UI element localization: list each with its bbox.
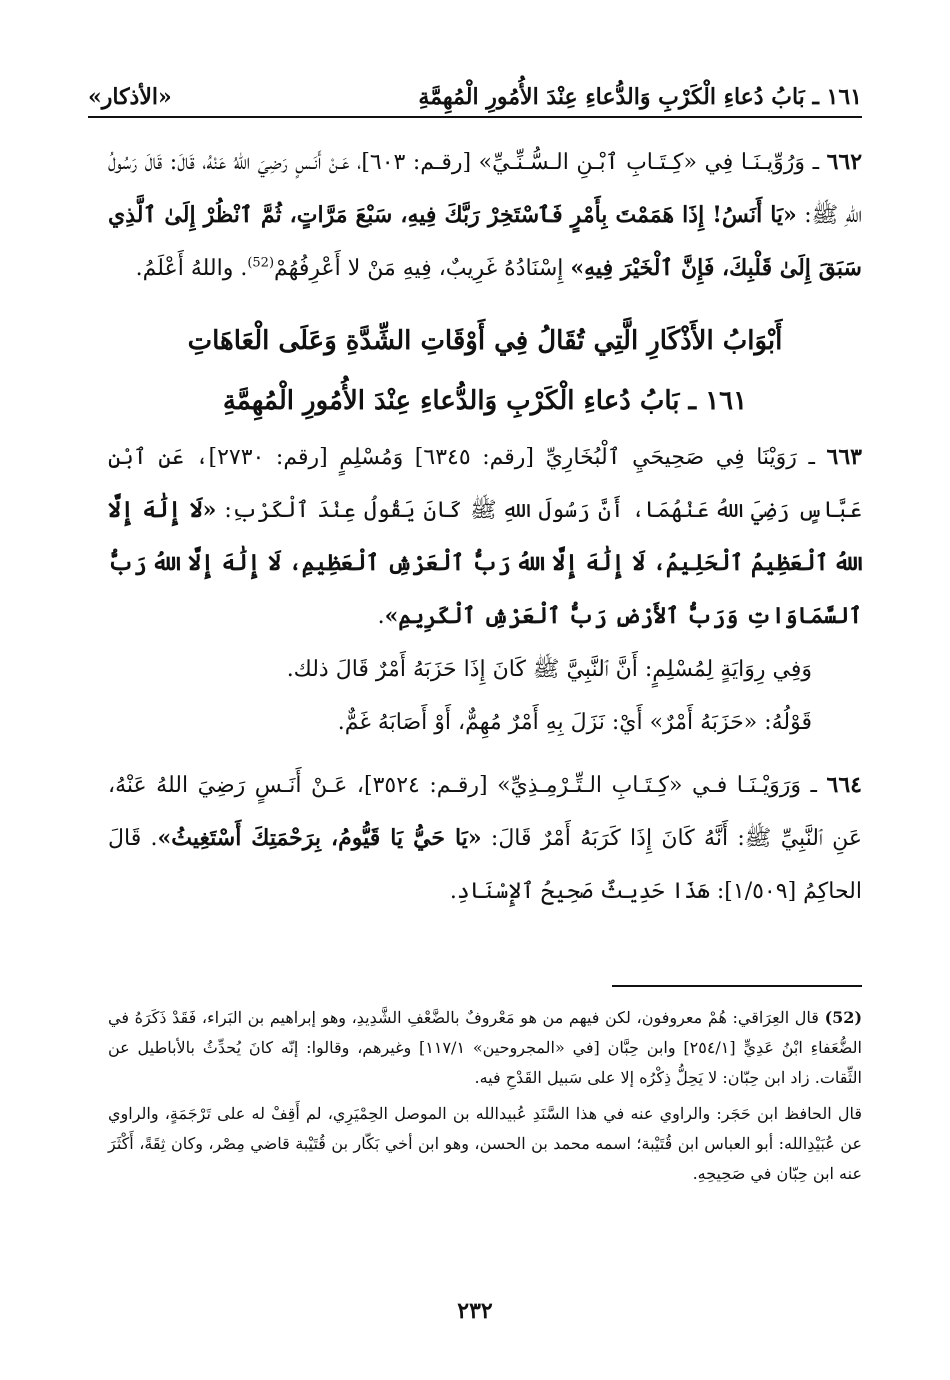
hadith-663 (108, 431, 862, 643)
hadith-number: ٦٦٤ (826, 772, 862, 798)
hadith-quote: «لَا إِلَٰهَ إِلَّا اللهُ ٱلْعَظِيمُ ٱلْحَلِيمُ، لَا إِلَٰهَ إِلَّا اللهُ رَبُّ ٱلْعَرْشِ ٱلْعَظِيمِ، لَا إِلَٰهَ إِلَّا اللهُ رَبُّ ٱلسَّمَاوَاتِ وَرَبُّ ٱلأَرْضِ رَبُّ ٱلْعَرْشِ ٱلْكَرِيمِ» (108, 497, 862, 629)
hadith-intro: ـ وَرَوَيْـنَـا فـي «كِـتَـابِ الـتِّـرْمِـذِيِّ» [رقـم: ٣٥٢٤]، عَـنْ أَنَـسٍ رَضِيَ اللهُ عَنْهُ، عَنِ ٱلنَّبِيِّ ﷺ: أَنَّهُ كَانَ إِذَا كَرَبَهُ أَمْرٌ قَالَ: (108, 773, 862, 851)
footnote-reference[interactable]: (52) (247, 255, 275, 271)
hadith-tail: . قَالَ الحاكِمُ [١/٥٠٩]: هَذَا حَدِيثٌ صَحِيحُ ٱلإِسْنَادِ. (108, 826, 862, 904)
hadith-664 (108, 759, 862, 918)
footnote-text: قال العِرَاقي: هُمْ معروفون، لكن فيهم من هو مَعْروفٌ بالضَّعْفِ الشَّدِيدِ، وهو إبراهيم بن البَراء، فَقَدْ ذَكَرَهُ في الضُّعَفاءِ ابْنُ عَدِيٍّ [٢٥٤/١] وابن حِبَّان [في «المجروحين» ١١٧/١] وغيرهم، وقالوا: إنّه كانَ يُحدِّثُ بالأباطيل عن الثِّقات. زاد ابن حِبّان: لا يَحِلُّ ذِكْرُه إلا على سَبيل القَدْحِ فيه. (108, 1008, 863, 1087)
hadith-number: ٦٦٢ (826, 149, 863, 175)
footnote-52-para1 (108, 1003, 862, 1093)
hadith-intro: ـ وَرُوِّيـنَـا فِي «كِـتَـابِ ٱبْـنِ الـسُّـنِّـيِّ» [رقـم: ٦٠٣]، عَـنْ أَنَـسٍ رَضِيَ اللهُ عَنْهُ، قَالَ: قَالَ رَسُولُ اللهِ ﷺ: (108, 150, 863, 228)
footnote-52-para2: قال الحافظ ابن حَجَر: والراوي عنه في هذا السَّنَدِ عُبيدالله بن الموصل الحِمْيَرِي، لم أَقِفْ له على تَرْجَمَةٍ، والراوي عن عُبَيْدِالله: أبو العباس ابن قُتَيْبة؛ اسمه محمد بن الحسن، وهو ابن أخي بَكّار بن قُتَيْبة قاضي مِصْر، وكان ثِقَةً، أَكْثَرَ عنه ابن حِبّان في صَحِيحِهِ. (108, 1104, 862, 1183)
hadith-662 (108, 136, 862, 295)
hadith-tail: إِسْنَادُهُ غَرِيبٌ، فِيهِ مَنْ لا أَعْرِفُهُمْ (274, 256, 564, 281)
hadith-end: . (377, 604, 385, 629)
header-book-title: «الأذكار» (88, 84, 172, 110)
footnote-divider (612, 985, 862, 987)
word-explanation: قَوْلُهُ: «حَزَبَهُ أَمْرٌ» أَيْ: نَزَلَ بِهِ أَمْرٌ مُهِمٌّ، أَوْ أَصَابَهُ غَمٌّ. (337, 710, 812, 735)
hadith-number: ٦٦٣ (826, 444, 862, 470)
header-chapter-title: ١٦١ ـ بَابُ دُعاءِ الْكَرْبِ وَالدُّعاءِ عِنْدَ الأُمُورِ الْمُهِمَّةِ (418, 84, 862, 110)
hadith-quote: «يَا أَنَسُ! إِذَا هَمَمْتَ بِأَمْرٍ فَٱسْتَخِرْ رَبَّكَ فِيهِ، سَبْعَ مَرَّاتٍ، ثُمَّ ٱنْظُرْ إِلَىٰ ٱلَّذِي سَبَقَ إِلَىٰ قَلْبِكَ، فَإِنَّ ٱلْخَيْرَ فِيهِ» (108, 202, 862, 281)
page-number: ٢٣٢ (457, 1298, 493, 1324)
running-header (88, 70, 862, 118)
hadith-quote: «يَا حَيُّ يَا قَيُّومُ، بِرَحْمَتِكَ أَسْتَغِيثُ» (157, 825, 482, 851)
hadith-intro: ـ رَوَيْنَا فِي صَحِيحَيِ ٱلْبُخَارِيِّ [رقم: ٦٣٤٥] وَمُسْلِمٍ [رقم: ٢٧٣٠]، عَنِ ٱبْنِ عَبَّاسٍ رَضِيَ اللهُ عَنْهُمَا، أَنَّ رَسُولَ اللهِ ﷺ كَانَ يَقُولُ عِنْدَ ٱلْكَرْبِ: (108, 445, 862, 523)
muslim-version: وَفِي رِوَايَةٍ لِمُسْلِمٍ: أَنَّ ٱلنَّبِيَّ ﷺ كَانَ إِذَا حَزَبَهُ أَمْرٌ قَالَ ذلك. (286, 657, 812, 682)
chapter-heading: أَبْوَابُ الأَذْكَارِ الَّتِي تُقَالُ فِي أَوْقَاتِ الشِّدَّةِ وَعَلَى الْعَاهَاتِ (187, 326, 783, 356)
footnote-mark: (52) (824, 1008, 863, 1027)
main-text (108, 136, 862, 918)
footnotes (108, 1003, 862, 1189)
hadith-closing: . واللهُ أَعْلَمُ. (135, 256, 248, 281)
section-heading: ١٦١ ـ بَابُ دُعاءِ الْكَرْبِ وَالدُّعاءِ عِنْدَ الأُمُورِ الْمُهِمَّةِ (222, 386, 748, 416)
